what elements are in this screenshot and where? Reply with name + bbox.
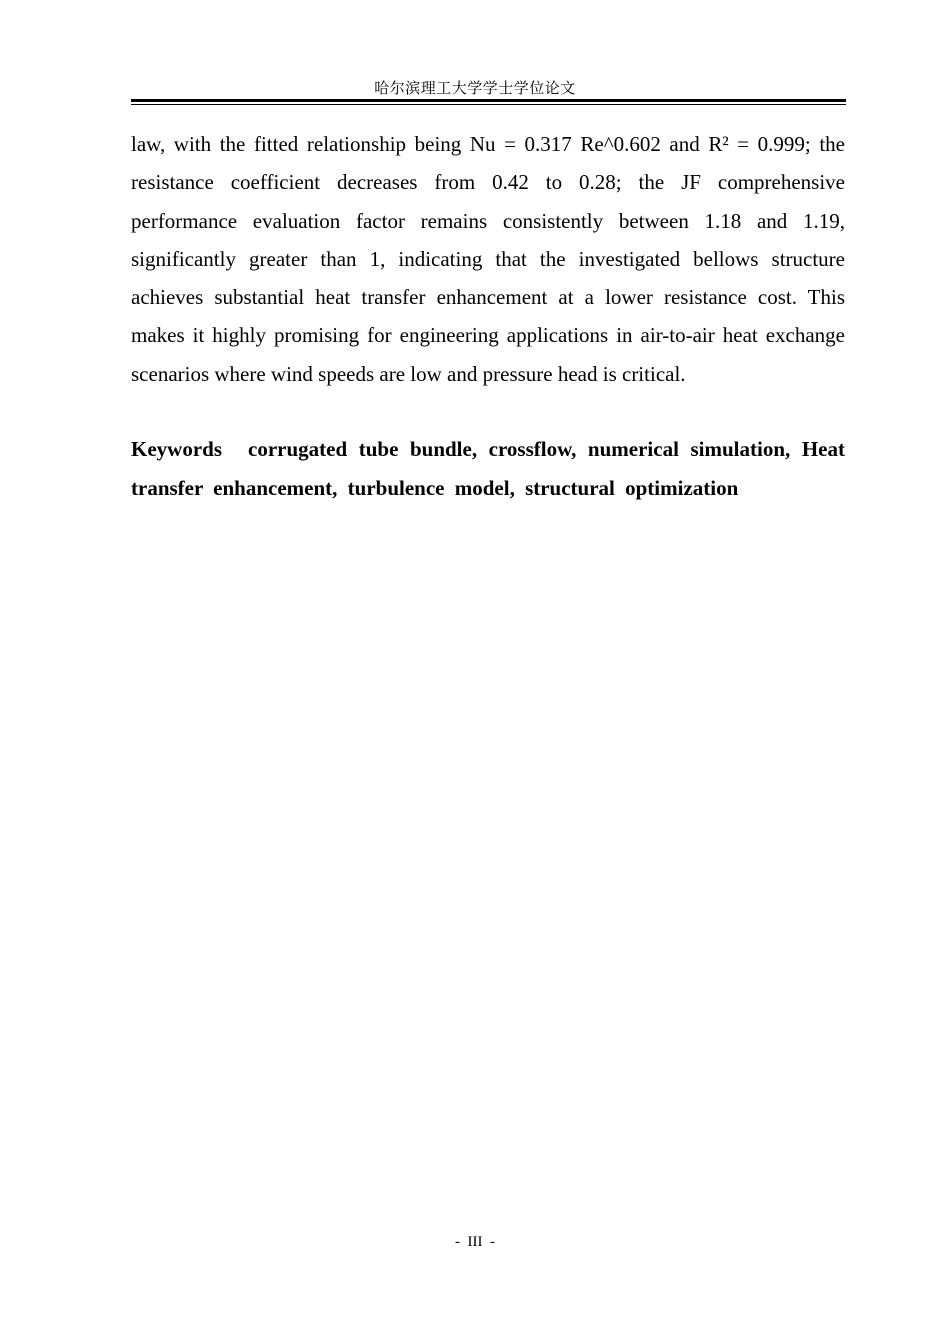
keywords-paragraph (131, 430, 845, 507)
page-number: - III - (455, 1234, 495, 1250)
abstract-paragraph: law, with the fitted relationship being Nu = 0.317 Re^0.602 and R² = 0.999; the resistance coefficient decreases from 0.42 to 0.28; the JF comprehensive performance evaluation factor remains consistently between 1.18 and 1.19, significantly greater than 1, indicating that the investigated bellows structure achieves substantial heat transfer enhancement at a lower resistance cost. This makes it highly promising for engineering applications in air-to-air heat exchange scenarios where wind speeds are low and pressure head is critical. (131, 132, 845, 386)
header-rule-thin (131, 104, 846, 105)
keywords-label: Keywords (131, 437, 222, 461)
keywords-text: corrugated tube bundle, crossflow, numerical simulation, Heat transfer enhancement, turbulence model, structural optimization (131, 437, 845, 500)
page-header: 哈尔滨理工大学学士学位论文 (374, 81, 576, 97)
header-rule-thick (131, 99, 846, 102)
